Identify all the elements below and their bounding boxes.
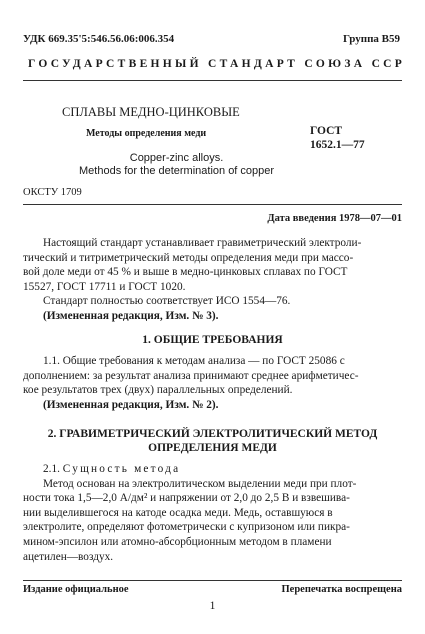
group-code: Группа В59 — [342, 33, 400, 45]
change-note: (Измененная редакция, Изм. № 2). — [43, 398, 219, 411]
section-2-paragraph — [23, 462, 402, 564]
section-1-line: 1.1. Общие требования к методам анализа — по ГОСТ 25086 с — [43, 355, 345, 367]
state-standard-heading: ГОСУДАРСТВЕННЫЙ СТАНДАРТ СОЮЗА ССР — [28, 58, 406, 70]
date-of-introduction: Дата введения 1978—07—01 — [267, 213, 402, 224]
gost-number: 1652.1—77 — [310, 139, 365, 151]
intro-line: вой доле меди от 45 % и выше в медно-цинковых сплавах по ГОСТ — [23, 266, 348, 279]
footer-rule — [23, 580, 402, 581]
udk-code: УДК 669.35'5:546.56.06:006.354 — [23, 33, 175, 45]
oksty-code: ОКСТУ 1709 — [23, 187, 82, 198]
document-subtitle: Методы определения меди — [86, 128, 207, 139]
section-2-line: электролите, определяют фотометрически с купризоном или пикра- — [23, 521, 350, 534]
top-rule — [23, 80, 402, 81]
section-2-heading-line-1: 2. ГРАВИМЕТРИЧЕСКИЙ ЭЛЕКТРОЛИТИЧЕСКИЙ МЕТОД — [47, 428, 378, 440]
section-2-line: ацетилен—воздух. — [23, 550, 114, 563]
section-2-line: ности тока 1,5—2,0 А/дм² и напряжении от 2,0 до 2,5 В и взвешива- — [23, 492, 350, 505]
gost-block — [310, 124, 365, 152]
english-title-line-1: Copper-zinc alloys. — [129, 152, 224, 164]
section-2-line: мином-эпсилон или атомно-абсорбционным методом в пламени — [23, 535, 332, 548]
section-1-line: кое результатов трех (двух) параллельных определений. — [23, 384, 293, 397]
subsection-title: Сущность метода — [62, 463, 181, 475]
gost-label: ГОСТ — [310, 125, 343, 137]
subsection-number: 2.1. — [43, 463, 60, 475]
section-1-heading: 1. ОБЩИЕ ТРЕБОВАНИЯ — [142, 334, 283, 346]
intro-line: 15527, ГОСТ 17711 и ГОСТ 1020. — [23, 280, 186, 293]
intro-line: Настоящий стандарт устанавливает гравиметрический электроли- — [43, 237, 362, 249]
page-number: 1 — [209, 600, 216, 612]
conformity-note: Стандарт полностью соответствует ИСО 1554—76. — [43, 295, 291, 308]
intro-line: тический и титриметрический методы определения меди при массо- — [23, 251, 354, 264]
reprint-prohibited-label: Перепечатка воспрещена — [281, 584, 402, 595]
english-title — [79, 152, 274, 178]
section-2-line: нии выделившегося на катоде осадка меди. Медь, оставшуюся в — [23, 506, 333, 519]
intro-paragraph — [23, 236, 402, 324]
middle-rule — [23, 204, 402, 205]
document-title: СПЛАВЫ МЕДНО-ЦИНКОВЫЕ — [62, 105, 240, 119]
section-1-line: дополнением: за результат анализа принимают среднее арифметичес- — [23, 369, 359, 382]
official-edition-label: Издание официальное — [23, 584, 129, 595]
section-2-heading-line-2: ОПРЕДЕЛЕНИЯ МЕДИ — [148, 442, 277, 454]
section-2-line: Метод основан на электролитическом выделении меди при плот- — [43, 477, 357, 490]
english-title-line-2: Methods for the determination of copper — [79, 165, 275, 177]
section-1-paragraph — [23, 354, 402, 412]
change-note: (Измененная редакция, Изм. № 3). — [43, 309, 219, 322]
section-2-heading — [0, 427, 425, 455]
subsection-heading — [23, 462, 402, 477]
